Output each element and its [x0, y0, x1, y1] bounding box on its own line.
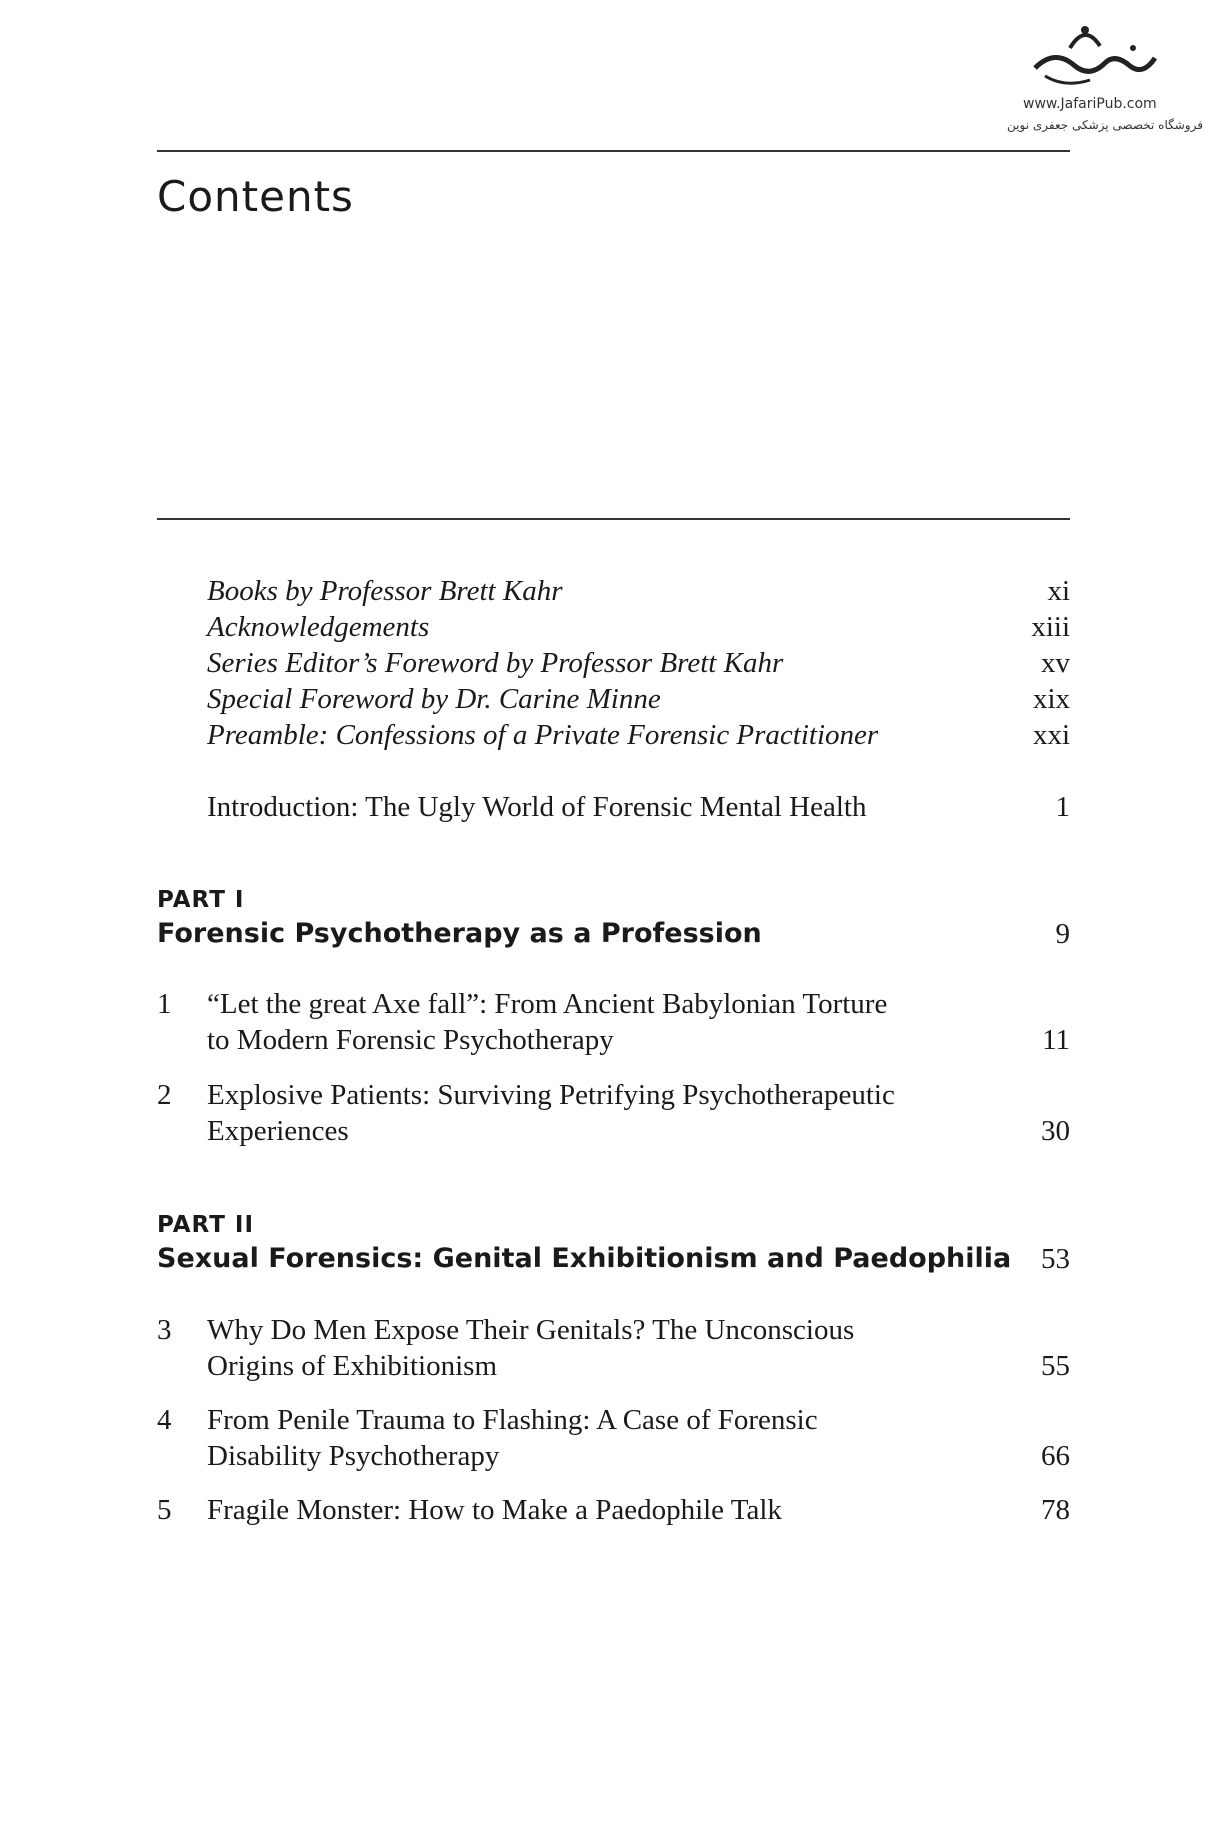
part-title: [157, 1243, 1070, 1274]
chapter-title-line2: Origins of Exhibitionism: [207, 1350, 497, 1382]
chapter-number: 3: [157, 1314, 172, 1346]
front-matter-list: [157, 573, 1070, 753]
top-rule: [157, 150, 1070, 152]
chapter-title-line1: “Let the great Axe fall”: From Ancient Babylonian Torture: [207, 988, 888, 1020]
chapter-title-line2: to Modern Forensic Psychotherapy: [207, 1024, 614, 1056]
chapter-page: 11: [1042, 1024, 1070, 1056]
chapter-page: 66: [1041, 1440, 1070, 1472]
page-title: Contents: [157, 172, 354, 221]
toc-entry: [157, 573, 1070, 609]
toc-entry-label: Series Editor’s Foreword by Professor Brett Kahr: [207, 647, 784, 679]
part-title-text: Sexual Forensics: Genital Exhibitionism and Paedophilia: [157, 1243, 1012, 1274]
chapter-title-line2: Disability Psychotherapy: [207, 1440, 500, 1472]
publisher-url: www.JafariPub.com: [1023, 96, 1157, 112]
chapter-page: 30: [1041, 1115, 1070, 1147]
toc-entry-page: xxi: [1032, 719, 1070, 751]
chapter-title-line1: Fragile Monster: How to Make a Paedophile Talk: [207, 1494, 782, 1526]
chapter-title-line1: Explosive Patients: Surviving Petrifying Psychotherapeutic: [207, 1079, 895, 1111]
toc-entry: [157, 609, 1070, 645]
toc-entry-label: Acknowledgements: [207, 611, 430, 643]
part-page: 9: [1055, 918, 1070, 950]
toc-entry-page: xix: [1032, 683, 1070, 715]
part-title: [157, 918, 1070, 949]
introduction-entry: [157, 789, 1070, 825]
part-page: 53: [1041, 1243, 1070, 1275]
chapter-title-line1: From Penile Trauma to Flashing: A Case of Forensic: [207, 1404, 818, 1436]
toc-entry-page: xiii: [1031, 611, 1070, 643]
publisher-watermark: [985, 18, 1215, 138]
toc-entry: [157, 717, 1070, 753]
chapter-number: 4: [157, 1404, 172, 1436]
publisher-tagline: فروشگاه تخصصی پزشکی جعفری نوین: [1007, 118, 1203, 132]
chapter-page: 78: [1041, 1494, 1070, 1526]
chapter-page: 55: [1041, 1350, 1070, 1382]
toc-entry-page: xi: [1047, 575, 1070, 607]
introduction-label: Introduction: The Ugly World of Forensic Mental Health: [207, 791, 867, 823]
toc-entry-page: xv: [1041, 647, 1070, 679]
calligraphy-logo-icon: [1015, 18, 1165, 90]
chapter-number: 5: [157, 1494, 172, 1526]
introduction-page: 1: [1055, 791, 1070, 823]
chapter-title-line1: Why Do Men Expose Their Genitals? The Unconscious: [207, 1314, 855, 1346]
toc-entry-label: Books by Professor Brett Kahr: [207, 575, 563, 607]
toc-entry-label: Special Foreword by Dr. Carine Minne: [207, 683, 661, 715]
chapter-title-line2: Experiences: [207, 1115, 349, 1147]
chapter-number: 2: [157, 1079, 172, 1111]
toc-entry: [157, 681, 1070, 717]
toc-entry: [157, 645, 1070, 681]
part-label: PART II: [157, 1212, 255, 1238]
part-title-text: Forensic Psychotherapy as a Profession: [157, 918, 762, 949]
contents-rule: [157, 518, 1070, 520]
part-label: PART I: [157, 887, 245, 913]
toc-entry-label: Preamble: Confessions of a Private Forensic Practitioner: [207, 719, 879, 751]
chapter-number: 1: [157, 988, 172, 1020]
